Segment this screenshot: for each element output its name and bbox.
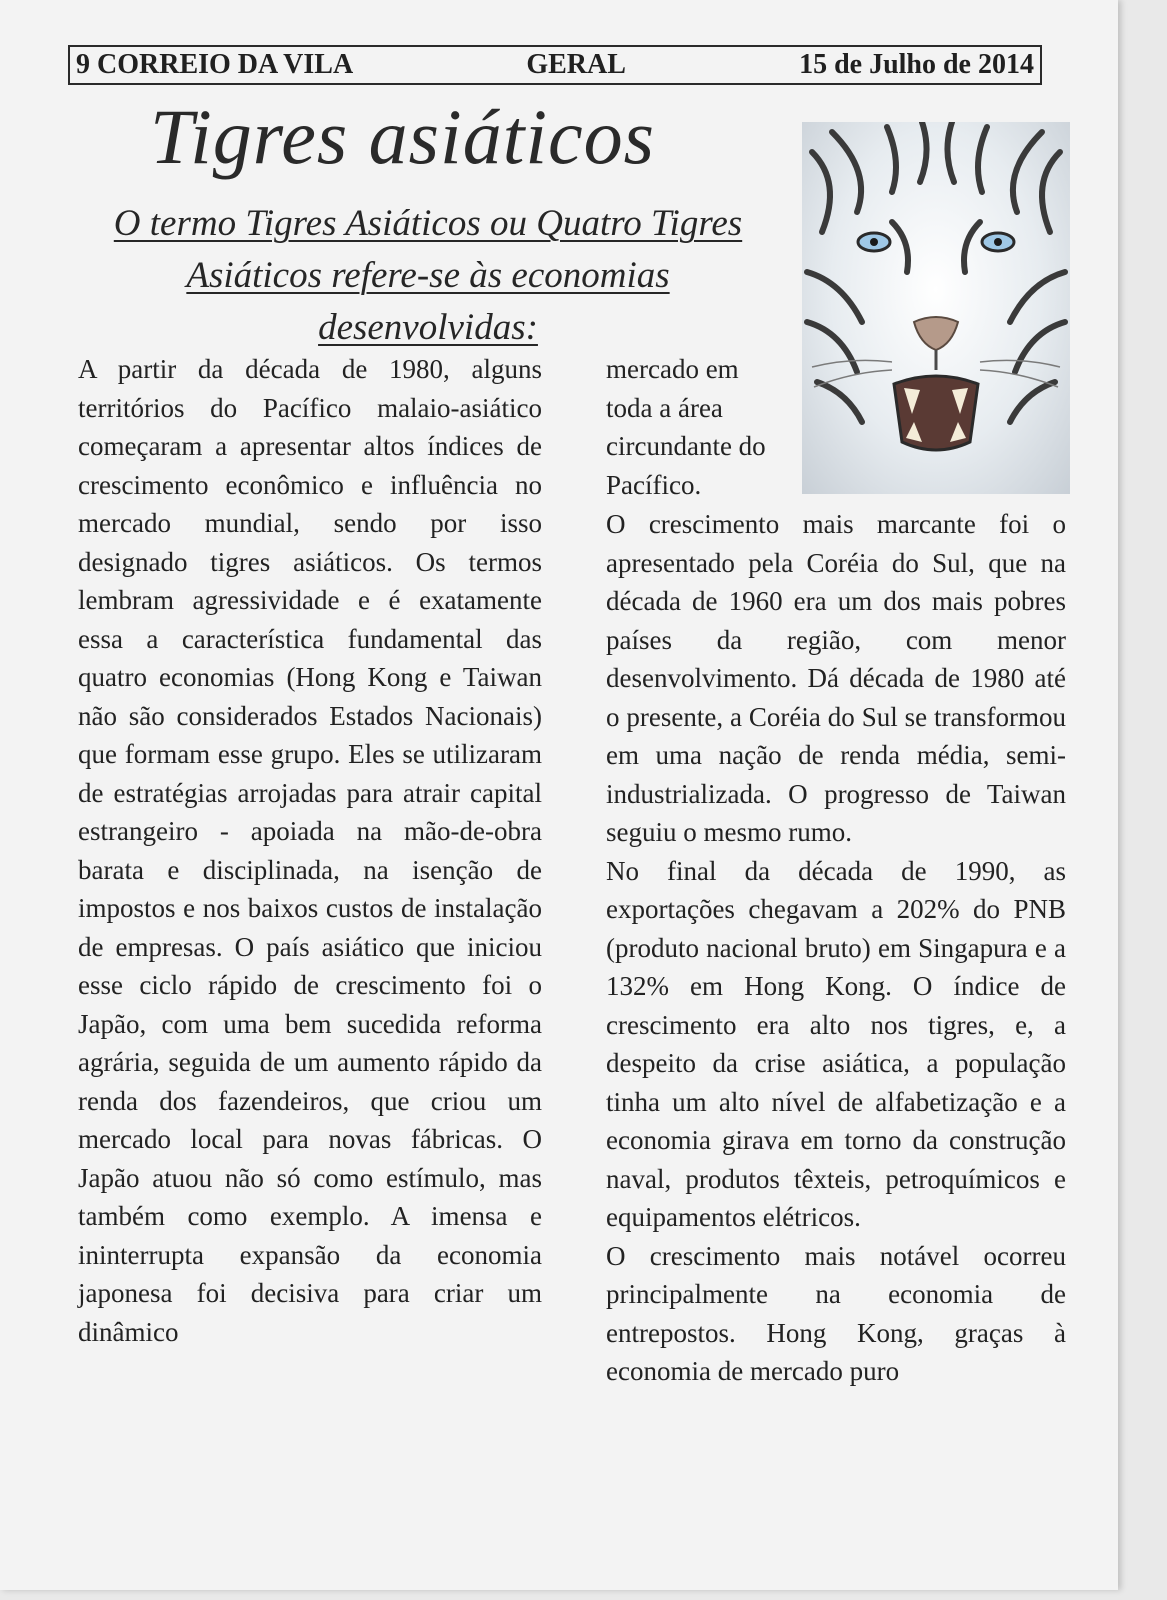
paragraph-korea: O crescimento mais marcante foi o apresentado pela Coréia do Sul, que na década de 1960 era um dos mais pobres países da região, com menor desenvolvimento. Dá década de 1980 até o presente, a Coréia do Sul se transformou em uma nação de renda média, semi-industrializada. O progresso de Taiwan seguiu o mesmo rumo. — [606, 509, 1066, 847]
page-header — [68, 45, 1042, 85]
article-subtitle: O termo Tigres Asiáticos ou Quatro Tigres Asiáticos refere-se às economias desenvolvidas: — [113, 203, 743, 348]
header-page-and-paper: 9 CORREIO DA VILA — [76, 49, 354, 80]
article-title: Tigres asiáticos — [150, 93, 656, 180]
header-date: 15 de Julho de 2014 — [799, 49, 1034, 80]
header-section: GERAL — [526, 49, 626, 80]
paragraph-exports: No final da década de 1990, as exportações chegavam a 202% do PNB (produto nacional bruto) em Singapura e a 132% em Hong Kong. O índice de crescimento era alto nos tigres, e, a despeito da crise asiática, a população tinha um alto nível de alfabetização e a economia girava em torno da construção naval, produtos têxteis, petroquímicos e equipamentos elétricos. — [606, 855, 1066, 1232]
article-right-column-top — [606, 350, 786, 504]
right-column-top-text: mercado em toda a área circundante do Pacífico. — [606, 354, 766, 500]
left-column-text: A partir da década de 1980, alguns territórios do Pacífico malaio-asiático começaram a apresentar altos índices de crescimento econômico e influência no mercado mundial, sendo por isso designado tigres asiáticos. Os termos lembram agressividade e é exatamente essa a característica fundamental das quatro economias (Hong Kong e Taiwan não são considerados Estados Nacionais) que formam esse grupo. Eles se utilizaram de estratégias arrojadas para atrair capital estrangeiro - apoiada na mão-de-obra barata e disciplinada, na isenção de impostos e nos baixos custos de instalação de empresas. O país asiático que iniciou esse ciclo rápido de crescimento foi o Japão, com uma bem sucedida reforma agrária, seguida de um aumento rápido da renda dos fazendeiros, que criou um mercado local para novas fábricas. O Japão atuou não só como estímulo, mas também como exemplo. A imensa e ininterrupta expansão da economia japonesa foi decisiva para criar um dinâmico — [78, 354, 542, 1347]
white-tiger-photo — [802, 122, 1070, 494]
article-left-column — [78, 350, 542, 1351]
white-tiger-icon — [802, 122, 1070, 494]
article-right-column — [606, 505, 1066, 1391]
paragraph-entrepots: O crescimento mais notável ocorreu principalmente na economia de entrepostos. Hong Kong, graças à economia de mercado puro — [606, 1240, 1066, 1386]
